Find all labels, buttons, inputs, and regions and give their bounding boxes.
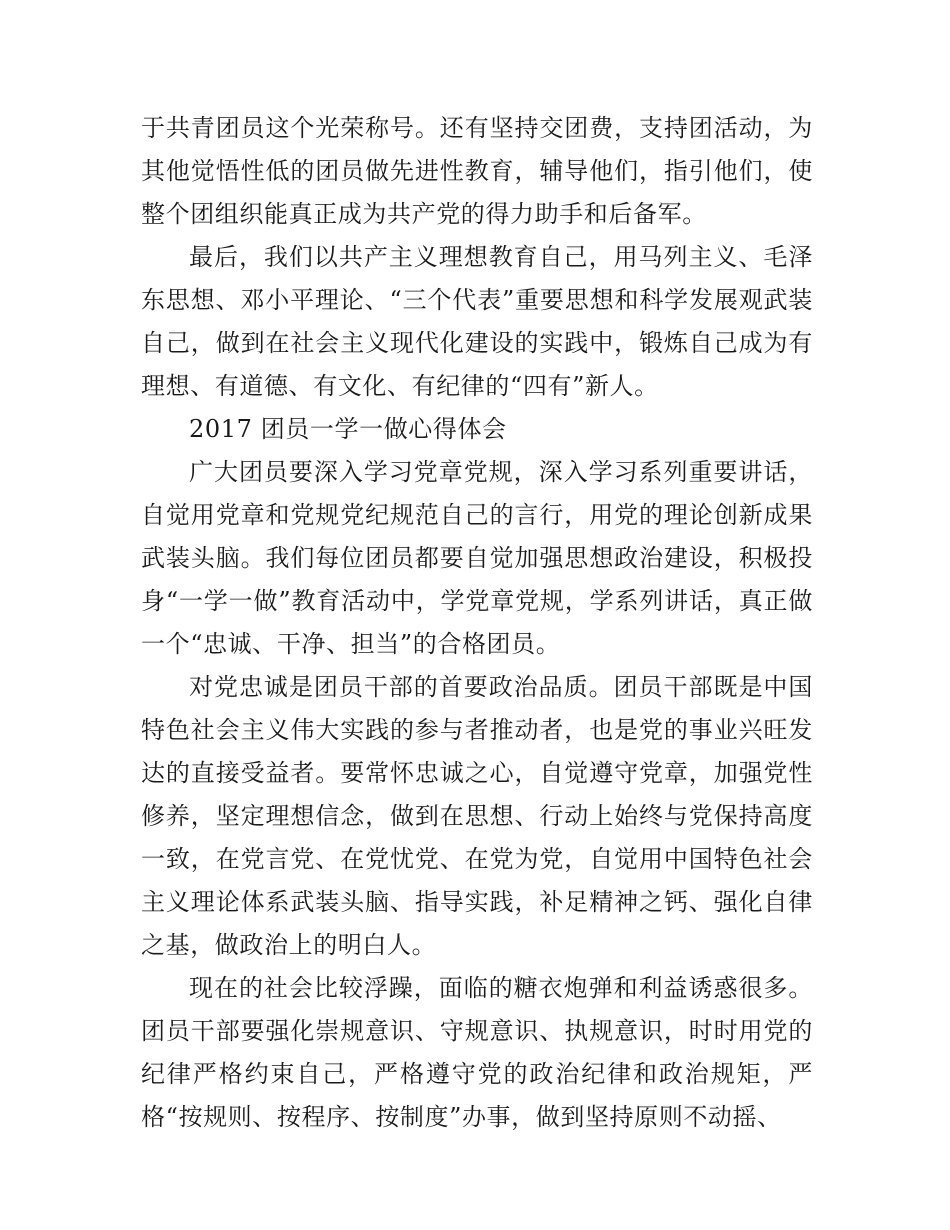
paragraph-discipline: 现在的社会比较浮躁，面临的糖衣炮弹和利益诱惑很多。团员干部要强化崇规意识、守规意识、执规意识，时时用党的纪律严格约束自己，严格遵守党的政治纪律和政治规矩，严格“按规则、按程序、按制度”办事，做到坚持原则不动摇、 [141, 974, 813, 1131]
paragraph-study: 广大团员要深入学习党章党规，深入学习系列重要讲话，自觉用党章和党规党纪规范自己的言行，用党的理论创新成果武装头脑。我们每位团员都要自觉加强思想政治建设，积极投身“一学一做”教育活动中，学党章党规，学系列讲话，真正做一个“忠诚、干净、担当”的合格团员。 [141, 458, 813, 658]
paragraph-continued: 于共青团员这个光荣称号。还有坚持交团费，支持团活动，为其他觉悟性低的团员做先进性教育，辅导他们，指引他们，使整个团组织能真正成为共产党的得力助手和后备军。 [141, 114, 813, 228]
document-body [141, 107, 813, 1139]
paragraph-conclusion: 最后，我们以共产主义理想教育自己，用马列主义、毛泽东思想、邓小平理论、“三个代表”重要思想和科学发展观武装自己，做到在社会主义现代化建设的实践中，锻炼自己成为有理想、有道德、有文化、有纪律的“四有”新人。 [141, 243, 813, 400]
paragraph-loyalty: 对党忠诚是团员干部的首要政治品质。团员干部既是中国特色社会主义伟大实践的参与者推动者，也是党的事业兴旺发达的直接受益者。要常怀忠诚之心，自觉遵守党章，加强党性修养，坚定理想信念，做到在思想、行动上始终与党保持高度一致，在党言党、在党忧党、在党为党，自觉用中国特色社会主义理论体系武装头脑、指导实践，补足精神之钙、强化自律之基，做政治上的明白人。 [141, 673, 813, 959]
section-heading: 2017 团员一学一做心得体会 [189, 415, 507, 443]
